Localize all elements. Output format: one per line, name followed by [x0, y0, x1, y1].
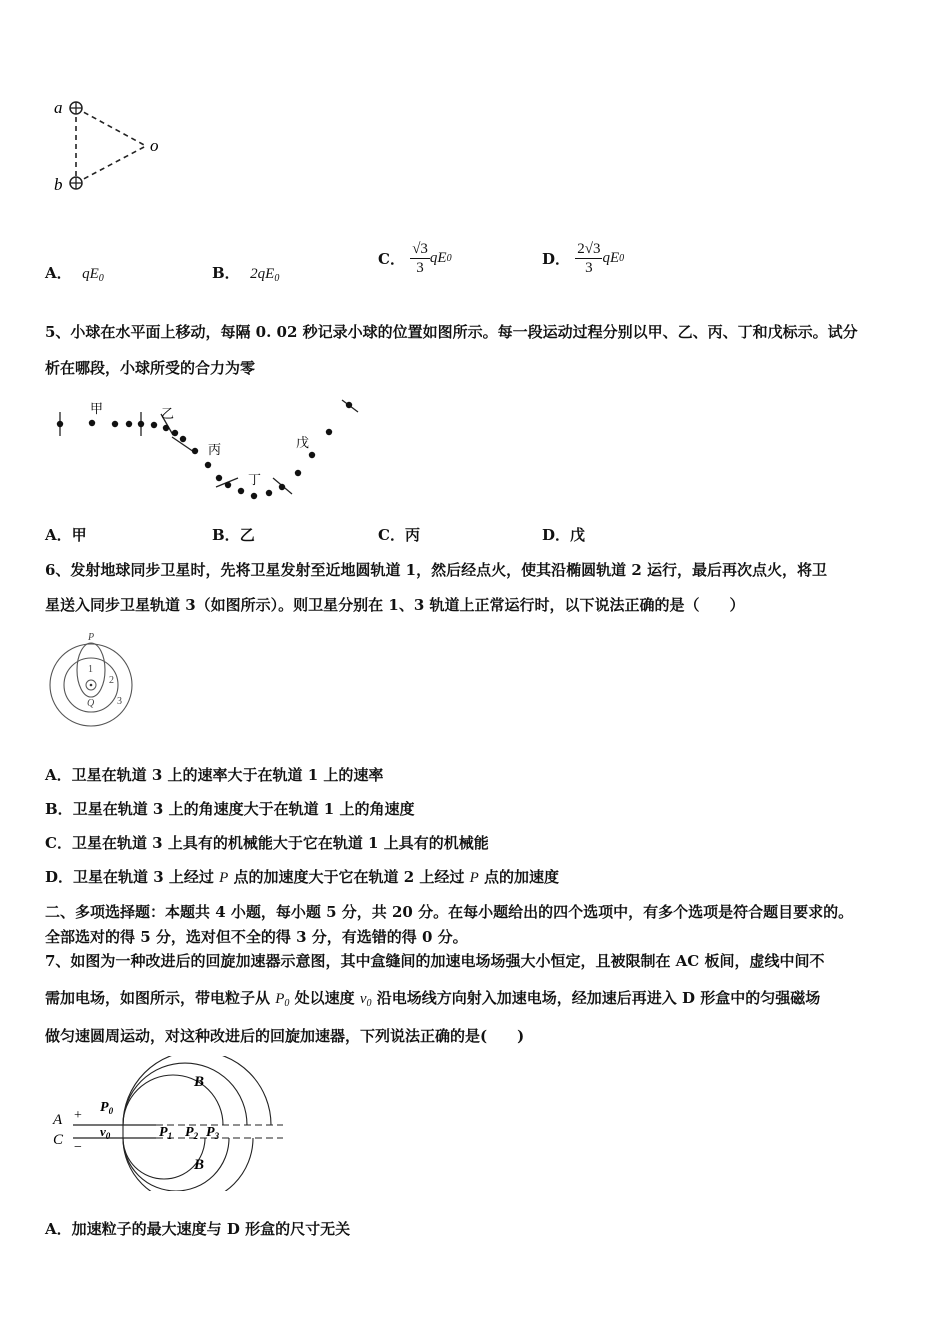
label-plate-a: A — [53, 1112, 63, 1128]
label-plus: + — [74, 1108, 82, 1123]
section2-line1: 二、多项选择题：本题共 4 小题，每小题 5 分，共 20 分。在每小题给出的四个选项中，有多个选项是符合题目要求的。 — [45, 903, 854, 921]
label-b-top: B — [194, 1074, 205, 1090]
label-p0: $P_0$ — [100, 1100, 114, 1116]
section2-line2: 全部选对的得 5 分，选对但不全的得 3 分，有选错的得 0 分。 — [45, 928, 468, 946]
q7-stem-line2: 需加电场，如图所示，带电粒子从 $P_0$ 处以速度 $v_0$ 沿电场线方向射入加速电场，经加速后再进入 D 形盒中的匀强磁场 — [45, 989, 821, 1009]
q5-option-d[interactable]: D．戊 — [542, 526, 586, 544]
q6-figure — [45, 628, 145, 733]
q5-option-a[interactable]: A．甲 — [45, 526, 87, 544]
charge-a-icon — [70, 102, 82, 114]
q5-figure — [50, 392, 370, 507]
label-p2: $P_2$ — [185, 1125, 199, 1141]
q5-stem-line2: 析在哪段，小球所受的合力为零 — [45, 359, 256, 377]
label-minus: − — [74, 1140, 82, 1155]
q7-stem-line1: 7、如图为一种改进后的回旋加速器示意图，其中盒缝间的加速电场场强大小恒定，且被限制在 AC 板间，虚线中间不 — [45, 952, 825, 970]
q6-option-c[interactable]: C．卫星在轨道 3 上具有的机械能大于它在轨道 1 上具有的机械能 — [45, 834, 489, 852]
q4-option-b[interactable]: B． $2qE_0$ — [212, 264, 280, 284]
label-jia: 甲 — [90, 401, 104, 416]
label-b-bottom: B — [194, 1157, 205, 1173]
label-1: 1 — [88, 664, 93, 675]
label-a: a — [54, 98, 63, 117]
q7-option-a[interactable]: A．加速粒子的最大速度与 D 形盒的尺寸无关 — [45, 1220, 351, 1238]
label-p1: $P_1$ — [159, 1125, 173, 1141]
q6-stem-line2: 星送入同步卫星轨道 3（如图所示）。则卫星分别在 1、3 轨道上正常运行时，以下说法正确的是（ ） — [45, 596, 745, 614]
label-q: Q — [87, 698, 95, 709]
label-plate-c: C — [53, 1132, 64, 1148]
q6-option-b[interactable]: B．卫星在轨道 3 上的角速度大于在轨道 1 上的角速度 — [45, 800, 415, 818]
label-b: b — [54, 175, 63, 194]
q5-stem-line1: 5、小球在水平面上移动，每隔 0. 02 秒记录小球的位置如图所示。每一段运动过程分别以甲、乙、丙、丁和戊标示。试分 — [45, 323, 858, 341]
label-wu: 戊 — [296, 435, 310, 450]
q6-option-a[interactable]: A．卫星在轨道 3 上的速率大于在轨道 1 上的速率 — [45, 766, 384, 784]
label-3: 3 — [117, 696, 122, 707]
charge-b-icon — [70, 177, 82, 189]
q6-stem-line1: 6、发射地球同步卫星时，先将卫星发射至近地圆轨道 1，然后经点火，使其沿椭圆轨道 2 运行，最后再次点火，将卫 — [45, 561, 827, 579]
fraction: $\frac{√3}{3}$ — [412, 241, 428, 276]
label-p: P — [88, 632, 95, 643]
q7-stem-line3: 做匀速圆周运动，对这种改进后的回旋加速器，下列说法正确的是( ) — [45, 1027, 525, 1045]
label-ding: 丁 — [248, 472, 262, 487]
label-o: o — [150, 136, 159, 155]
q6-option-d[interactable]: D．卫星在轨道 3 上经过 P 点的加速度大于它在轨道 2 上经过 P 点的加速度 — [45, 868, 560, 886]
q4-option-d[interactable]: D． $\frac{2√3}{3}$ qE0 — [542, 241, 625, 276]
q4-option-a[interactable]: A． $qE_0$ — [45, 264, 104, 284]
label-bing: 丙 — [208, 442, 222, 457]
label-yi: 乙 — [161, 406, 175, 421]
q7-figure — [48, 1056, 298, 1191]
ball-positions — [57, 402, 352, 499]
fraction: $\frac{2√3}{3}$ — [577, 241, 601, 276]
q4-option-c[interactable]: C． $\frac{√3}{3}$ qE0 — [378, 241, 452, 276]
q5-option-b[interactable]: B．乙 — [212, 526, 255, 544]
q4-figure — [50, 95, 180, 200]
label-v0: $v_0$ — [100, 1124, 111, 1141]
q5-option-c[interactable]: C．丙 — [378, 526, 420, 544]
label-2: 2 — [109, 675, 114, 686]
label-p3: $P_3$ — [206, 1125, 220, 1141]
